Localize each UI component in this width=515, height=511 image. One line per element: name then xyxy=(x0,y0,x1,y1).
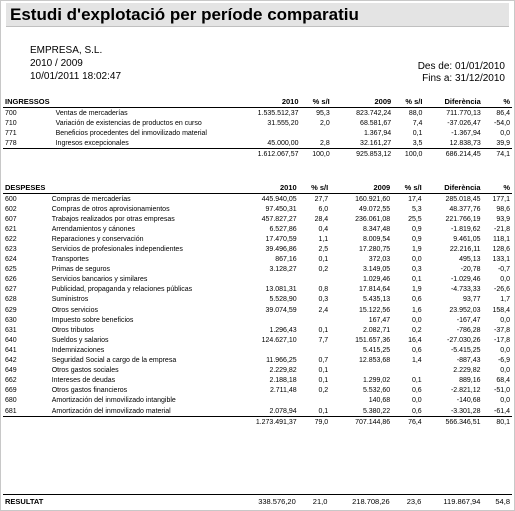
difference: -1.029,46 xyxy=(450,276,481,284)
difference: 23.952,03 xyxy=(449,306,481,314)
pct-2010: 0,1 xyxy=(318,377,329,385)
table-row xyxy=(3,255,512,265)
pct-difference: 0,0 xyxy=(500,367,510,375)
difference: -167,47 xyxy=(456,316,481,324)
pct-2009: 1,9 xyxy=(411,246,422,254)
account-code: 630 xyxy=(5,316,17,324)
amount-2009: 5.435,13 xyxy=(362,296,391,304)
pct-difference: 0,0 xyxy=(500,346,510,354)
pct-2010: 2,4 xyxy=(318,306,329,314)
pct-difference: -54,0 xyxy=(494,119,510,127)
account-name: Compras de mercaderías xyxy=(51,195,131,203)
period-label: 2010 / 2009 xyxy=(30,58,83,69)
account-code: 602 xyxy=(5,205,17,213)
amount-2009: 2.082,71 xyxy=(362,326,391,334)
amount-2010: 867,16 xyxy=(275,256,297,264)
account-name: Transportes xyxy=(51,256,89,264)
pct-difference: 74,1 xyxy=(483,149,512,161)
table-row xyxy=(3,285,512,295)
amount-2009: 12.853,68 xyxy=(359,357,391,365)
pct-difference: -26,6 xyxy=(494,286,510,294)
table-row xyxy=(3,234,512,244)
pct-difference: -6,9 xyxy=(497,357,510,365)
amount-2010 xyxy=(245,275,299,285)
pct-difference: 98,6 xyxy=(496,205,510,213)
amount-2009: 8.347,48 xyxy=(362,225,391,233)
account-name: Primas de seguros xyxy=(51,266,111,274)
pct-2010: 0,3 xyxy=(318,296,329,304)
pct-2009: 1,9 xyxy=(411,286,422,294)
amount-2010: 39.074,59 xyxy=(265,306,297,314)
pct-2009 xyxy=(392,366,424,376)
account-name: Trabajos realizados por otras empresas xyxy=(51,215,175,223)
difference: 285.018,45 xyxy=(445,195,481,203)
account-name xyxy=(48,495,244,508)
amount-2010: 5.528,90 xyxy=(269,296,297,304)
amount-2010: 457.827,27 xyxy=(261,215,297,223)
amount-2009: 372,03 xyxy=(368,256,391,264)
amount-2010: 45.000,00 xyxy=(267,139,299,147)
account-code: 621 xyxy=(5,225,17,233)
amount-2009: 218.708,26 xyxy=(352,496,390,506)
table-row xyxy=(3,224,512,234)
pct-difference: 177,1 xyxy=(492,195,510,203)
column-header: % s/I xyxy=(301,96,332,108)
pct-2010: 95,3 xyxy=(316,109,330,117)
account-name: Amortización del inmovilizado intangible xyxy=(51,397,176,405)
pct-2010: 0,1 xyxy=(318,367,329,375)
difference: 48.377,76 xyxy=(449,205,481,213)
amount-2009: 823.742,24 xyxy=(356,109,392,117)
account-name: Reparaciones y conservación xyxy=(51,235,144,243)
column-header: Diferència xyxy=(424,182,483,194)
pct-difference: 0,0 xyxy=(500,397,510,405)
amount-2010: 2.711,48 xyxy=(269,387,297,395)
pct-difference: -0,7 xyxy=(497,266,510,274)
pct-2010: 27,7 xyxy=(314,195,329,203)
pct-2010: 2,0 xyxy=(320,119,330,127)
amount-2009: 5.532,60 xyxy=(362,387,391,395)
difference: 9.461,05 xyxy=(453,235,481,243)
ingressos-total-row xyxy=(3,149,512,161)
table-row xyxy=(3,295,512,305)
amount-2010: 39.496,86 xyxy=(265,246,297,254)
account-name: Publicidad, propaganda y relaciones públicas xyxy=(51,286,193,294)
difference: -20,78 xyxy=(460,266,481,274)
amount-2009: 1.367,94 xyxy=(363,129,392,137)
difference: 686.214,45 xyxy=(424,149,482,161)
pct-2010 xyxy=(299,396,331,406)
pct-2009: 0,2 xyxy=(411,326,422,334)
amount-2010: 11.966,25 xyxy=(266,357,297,365)
account-name: Sueldos y salarios xyxy=(51,336,109,344)
account-name: Arrendamientos y cánones xyxy=(51,225,135,233)
difference: -887,43 xyxy=(456,357,481,365)
account-name: Indemnizaciones xyxy=(51,346,105,354)
pct-2010: 79,0 xyxy=(299,417,331,429)
table-row xyxy=(3,305,512,315)
table-row xyxy=(3,204,512,214)
pct-2010 xyxy=(299,315,331,325)
pct-2010: 1,1 xyxy=(318,235,329,243)
despeses-total-row xyxy=(3,417,512,429)
column-header: 2009 xyxy=(332,96,393,108)
account-code: 771 xyxy=(5,129,17,137)
pct-2009: 0,3 xyxy=(411,266,422,274)
account-name: Ingresos excepcionales xyxy=(55,139,129,147)
column-header: 2010 xyxy=(245,182,299,194)
amount-2010 xyxy=(245,396,299,406)
account-name: Amortización del inmovilizado material xyxy=(51,407,171,415)
table-row xyxy=(3,194,512,205)
account-name: Servicios de profesionales independientes xyxy=(51,246,183,254)
difference: -2.821,12 xyxy=(450,387,481,395)
pct-difference: 54,8 xyxy=(495,496,510,506)
amount-2010: 97.450,31 xyxy=(265,205,297,213)
amount-2009: 167,47 xyxy=(368,316,391,324)
amount-2009: 32.161,27 xyxy=(360,139,392,147)
table-row xyxy=(3,244,512,254)
difference: 93,77 xyxy=(463,296,481,304)
column-header: % s/I xyxy=(392,182,424,194)
pct-2009: 23,6 xyxy=(406,496,422,506)
pct-2010: 0,4 xyxy=(318,225,329,233)
account-code: 628 xyxy=(5,296,17,304)
amount-2009: 1.029,46 xyxy=(362,276,391,284)
column-header: DESPESES xyxy=(3,182,50,194)
pct-2010: 7,7 xyxy=(318,336,329,344)
account-code: 627 xyxy=(5,286,17,294)
pct-2009: 1,4 xyxy=(411,357,422,365)
difference: -5.415,25 xyxy=(450,346,481,354)
difference: -37.026,47 xyxy=(447,119,481,127)
account-code: 642 xyxy=(5,357,17,365)
pct-difference: 1,7 xyxy=(500,296,510,304)
pct-2009: 0,0 xyxy=(411,397,422,405)
column-header: Diferència xyxy=(424,96,482,108)
table-row xyxy=(3,335,512,345)
column-header: % xyxy=(483,182,512,194)
pct-2009: 0,0 xyxy=(411,316,422,324)
amount-2010: 2.078,94 xyxy=(269,407,297,415)
table-row xyxy=(3,138,512,149)
company-name: EMPRESA, S.L. xyxy=(30,45,103,56)
table-row xyxy=(3,275,512,285)
amount-2010: 2.188,18 xyxy=(269,377,297,385)
pct-2009: 0,6 xyxy=(411,407,422,415)
pct-2009: 17,4 xyxy=(408,195,422,203)
pct-2010: 6,0 xyxy=(318,205,329,213)
amount-2010: 124.627,10 xyxy=(261,336,297,344)
pct-2010 xyxy=(301,128,332,138)
account-code: 629 xyxy=(5,306,17,314)
to-date: Fins a: 31/12/2010 xyxy=(422,73,505,84)
pct-2009: 0,1 xyxy=(412,129,423,137)
pct-2009: 0,6 xyxy=(411,346,422,354)
amount-2009: 707.144,86 xyxy=(330,417,392,429)
amount-2009: 5.380,22 xyxy=(362,407,391,415)
pct-2009: 0,6 xyxy=(411,387,422,395)
pct-difference: -17,8 xyxy=(494,336,510,344)
amount-2009: 140,68 xyxy=(368,397,391,405)
amount-2009: 151.657,36 xyxy=(355,336,391,344)
amount-2010 xyxy=(247,128,300,138)
account-code: 680 xyxy=(5,397,17,405)
pct-difference: -61,4 xyxy=(494,407,510,415)
pct-difference: 128,6 xyxy=(492,246,510,254)
difference: 22.216,11 xyxy=(449,246,481,254)
account-name: Intereses de deudas xyxy=(51,377,116,385)
difference: -786,28 xyxy=(456,326,481,334)
amount-2009 xyxy=(330,366,392,376)
amount-2009: 5.415,25 xyxy=(362,346,391,354)
account-name: Beneficios procedentes del inmovilizado material xyxy=(55,129,207,137)
table-row xyxy=(3,406,512,417)
ingressos-header-row xyxy=(3,96,512,108)
pct-2009: 0,1 xyxy=(411,377,422,385)
account-name: Servicios bancarios y similares xyxy=(51,276,148,284)
pct-2009: 1,6 xyxy=(411,306,422,314)
ingressos-table xyxy=(3,96,512,160)
pct-2009: 0,6 xyxy=(411,296,422,304)
amount-2010 xyxy=(245,315,299,325)
difference: 12.838,73 xyxy=(449,139,481,147)
difference: 2.229,82 xyxy=(453,367,481,375)
pct-2009: 88,0 xyxy=(408,109,423,117)
account-name xyxy=(54,149,248,161)
account-code: 640 xyxy=(5,336,17,344)
amount-2010: 338.576,20 xyxy=(258,496,296,506)
pct-difference: 93,9 xyxy=(496,215,510,223)
pct-2009: 0,9 xyxy=(411,225,422,233)
account-name: Variación de existencias de productos en curso xyxy=(55,119,202,127)
pct-2010: 0,1 xyxy=(318,326,329,334)
amount-2009: 17.280,75 xyxy=(359,246,391,254)
despeses-table xyxy=(3,182,512,428)
column-header: 2009 xyxy=(330,182,392,194)
pct-difference: 68,4 xyxy=(496,377,510,385)
account-name: Otros servicios xyxy=(51,306,98,314)
pct-difference: 0,0 xyxy=(500,316,510,324)
table-row xyxy=(3,108,512,119)
table-row xyxy=(3,386,512,396)
amount-2009: 1.299,02 xyxy=(362,377,391,385)
pct-2009: 0,1 xyxy=(411,276,422,284)
amount-2009: 68.581,67 xyxy=(360,119,392,127)
table-row xyxy=(3,315,512,325)
account-code: 778 xyxy=(5,139,17,147)
account-name: Suministros xyxy=(51,296,89,304)
amount-2010: 6.527,86 xyxy=(269,225,297,233)
amount-2009: 49.072,55 xyxy=(359,205,391,213)
account-code: 710 xyxy=(5,119,17,127)
pct-2009: 7,4 xyxy=(412,119,423,127)
difference: 889,16 xyxy=(459,377,481,385)
account-code: 600 xyxy=(5,195,17,203)
pct-2009: 25,5 xyxy=(408,215,422,223)
column-header: % xyxy=(483,96,512,108)
pct-2009: 5,3 xyxy=(411,205,422,213)
amount-2009: 17.814,64 xyxy=(359,286,391,294)
from-date: Des de: 01/01/2010 xyxy=(417,61,505,72)
pct-2009: 76,4 xyxy=(392,417,424,429)
table-row xyxy=(3,325,512,335)
pct-2010: 0,7 xyxy=(318,357,329,365)
pct-difference: 118,1 xyxy=(493,235,510,243)
column-header: INGRESSOS xyxy=(3,96,54,108)
amount-2010: 31.555,20 xyxy=(267,119,299,127)
table-row xyxy=(3,376,512,386)
amount-2009: 160.921,60 xyxy=(355,195,391,203)
account-code xyxy=(3,149,54,161)
amount-2009: 3.149,05 xyxy=(362,266,391,274)
difference: -3.301,28 xyxy=(450,407,481,415)
report-title: Estudi d'explotació per període comparatiu xyxy=(6,3,509,27)
amount-2010: 17.470,59 xyxy=(265,235,297,243)
pct-2009: 100,0 xyxy=(393,149,424,161)
account-code: 641 xyxy=(5,346,17,354)
difference: -27.030,26 xyxy=(447,336,481,344)
amount-2010: 1.296,43 xyxy=(269,326,297,334)
account-code: 631 xyxy=(5,326,17,334)
difference: 711.770,13 xyxy=(446,109,481,117)
difference: 221.766,19 xyxy=(445,215,481,223)
account-code: 681 xyxy=(5,407,17,415)
pct-2010: 0,2 xyxy=(318,387,329,395)
pct-2009: 3,5 xyxy=(412,139,423,147)
amount-2010: 2.229,82 xyxy=(269,367,297,375)
account-code: 669 xyxy=(5,387,17,395)
amount-2010: 1.612.067,57 xyxy=(247,149,300,161)
pct-2010 xyxy=(299,275,331,285)
account-name: Impuesto sobre beneficios xyxy=(51,316,134,324)
pct-2010: 21,0 xyxy=(312,496,328,506)
pct-2009: 16,4 xyxy=(408,336,422,344)
account-code: 623 xyxy=(5,246,17,254)
column-header-blank xyxy=(50,182,245,194)
pct-difference: 39,9 xyxy=(496,139,510,147)
column-header: % s/I xyxy=(299,182,331,194)
pct-2010: 0,8 xyxy=(318,286,329,294)
account-name: Compras de otros aprovisionamientos xyxy=(51,205,170,213)
amount-2010 xyxy=(245,345,299,355)
account-code: 700 xyxy=(5,109,17,117)
difference: -4.733,33 xyxy=(450,286,481,294)
account-code: 607 xyxy=(5,215,17,223)
table-row xyxy=(3,345,512,355)
pct-difference: 80,1 xyxy=(483,417,512,429)
amount-2010: 445.940,05 xyxy=(261,195,297,203)
pct-2009: 0,9 xyxy=(411,235,422,243)
account-name: Ventas de mercaderías xyxy=(55,109,128,117)
amount-2009: 8.009,54 xyxy=(362,235,391,243)
column-header: % s/I xyxy=(393,96,424,108)
pct-2010: 0,1 xyxy=(318,407,329,415)
account-code: 622 xyxy=(5,235,17,243)
account-code xyxy=(3,417,50,429)
amount-2010: 13.081,31 xyxy=(265,286,297,294)
pct-2010: 28,4 xyxy=(314,215,329,223)
pct-2010 xyxy=(299,345,331,355)
pct-difference: 0,0 xyxy=(500,276,510,284)
account-code: 626 xyxy=(5,276,17,284)
table-row xyxy=(3,214,512,224)
amount-2010: 3.128,27 xyxy=(269,266,297,274)
account-code: 624 xyxy=(5,256,17,264)
account-name: Seguridad Social a cargo de la empresa xyxy=(51,357,177,365)
amount-2010: 1.273.491,37 xyxy=(245,417,299,429)
pct-2010: 2,5 xyxy=(318,246,329,254)
table-row xyxy=(3,128,512,138)
account-name xyxy=(50,417,245,429)
column-header-blank xyxy=(54,96,248,108)
difference: -1.819,62 xyxy=(450,225,481,233)
difference: -1.367,94 xyxy=(451,129,481,137)
pct-2010: 2,8 xyxy=(320,139,330,147)
difference: -140,68 xyxy=(456,397,481,405)
difference: 566.346,51 xyxy=(424,417,483,429)
report-timestamp: 10/01/2011 18:02:47 xyxy=(30,71,122,82)
pct-difference: -37,8 xyxy=(494,326,510,334)
pct-difference: 0,0 xyxy=(500,129,510,137)
pct-difference: 158,4 xyxy=(492,306,510,314)
amount-2009: 236.061,08 xyxy=(355,215,391,223)
account-code: 649 xyxy=(5,367,17,375)
table-row xyxy=(3,366,512,376)
pct-difference: -21,8 xyxy=(494,225,510,233)
despeses-header-row xyxy=(3,182,512,194)
table-row xyxy=(3,118,512,128)
table-row xyxy=(3,356,512,366)
pct-difference: -51,0 xyxy=(494,387,510,395)
pct-2010: 0,1 xyxy=(318,256,329,264)
pct-2009: 0,0 xyxy=(411,256,422,264)
amount-2010: 1.535.512,37 xyxy=(257,109,299,117)
difference: 495,13 xyxy=(459,256,481,264)
account-name: Otros gastos sociales xyxy=(51,367,119,375)
amount-2009: 15.122,56 xyxy=(359,306,391,314)
amount-2009: 925.853,12 xyxy=(332,149,393,161)
table-row xyxy=(3,396,512,406)
pct-difference: 133,1 xyxy=(492,256,510,264)
pct-2010: 100,0 xyxy=(301,149,332,161)
difference: 119.867,94 xyxy=(443,496,481,506)
account-name: Otros gastos financieros xyxy=(51,387,128,395)
account-code: 662 xyxy=(5,377,17,385)
resultat-label: RESULTAT xyxy=(5,496,44,506)
account-name: Otros tributos xyxy=(51,326,94,334)
column-header: 2010 xyxy=(247,96,300,108)
table-row xyxy=(3,265,512,275)
account-code: 625 xyxy=(5,266,17,274)
resultat-row xyxy=(3,494,512,507)
pct-2010: 0,2 xyxy=(318,266,329,274)
pct-difference: 86,4 xyxy=(496,109,510,117)
